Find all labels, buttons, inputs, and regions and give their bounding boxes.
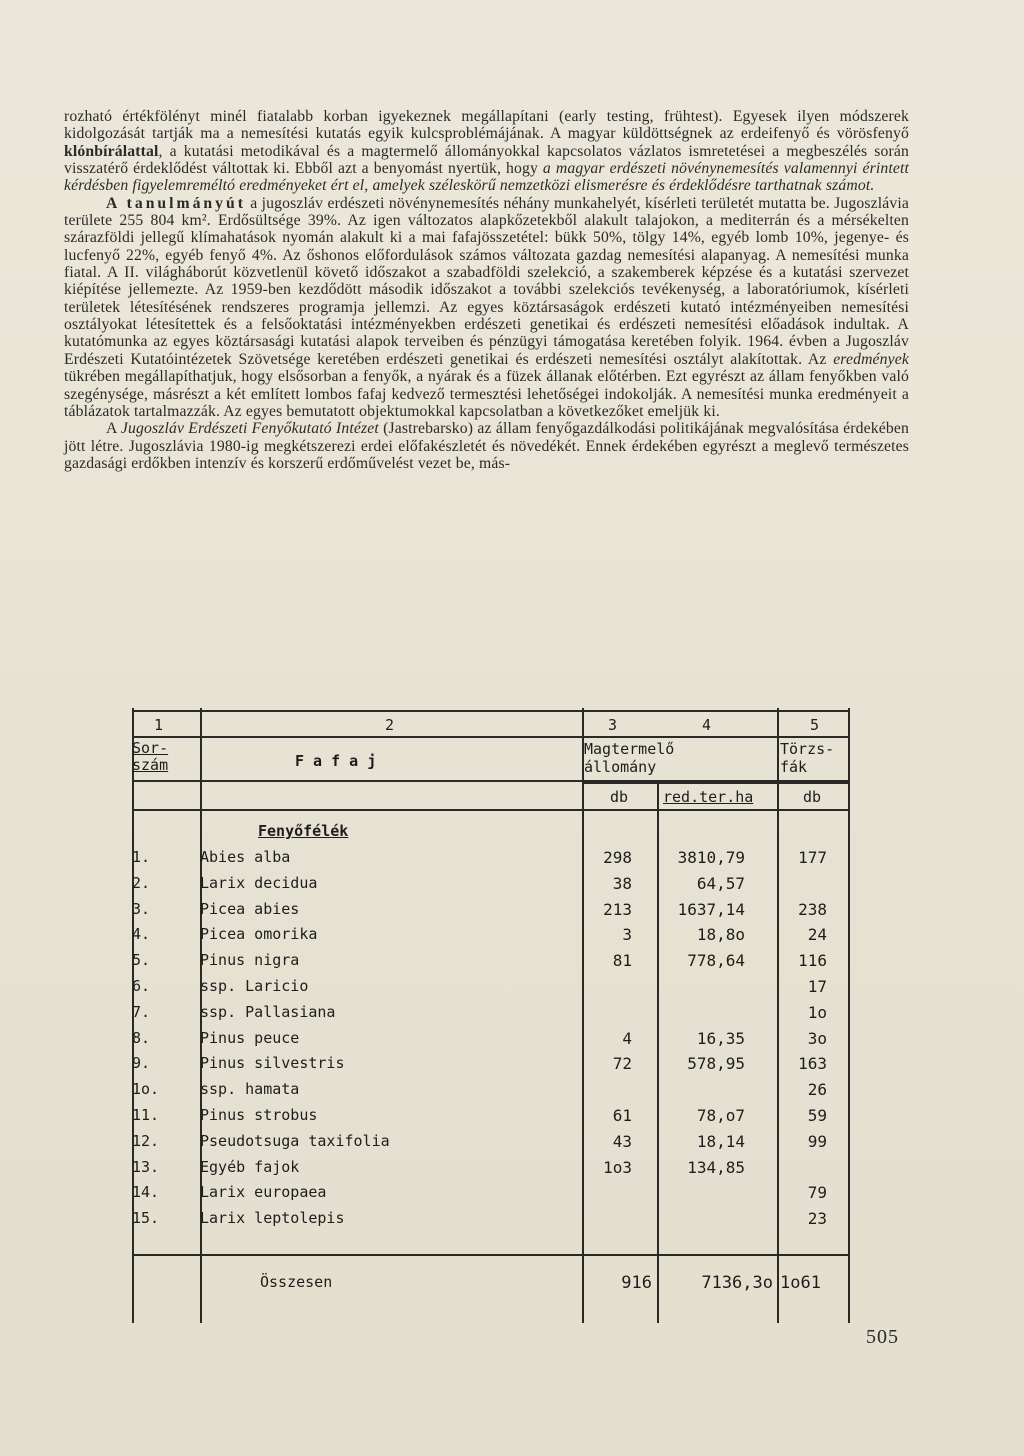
species-name: Pinus peuce — [200, 1028, 300, 1047]
col-number: 3 — [608, 716, 618, 734]
row-number: 2. — [132, 873, 151, 892]
species-table — [120, 708, 850, 1323]
stand-area: 134,85 — [687, 1157, 745, 1177]
row-number: 1. — [132, 848, 151, 866]
tree-count: 163 — [798, 1054, 827, 1074]
header-sorszam: Sor- szám — [132, 739, 169, 774]
species-name: Larix decidua — [200, 873, 318, 892]
paragraph-1 — [64, 108, 909, 195]
paragraph-2 — [64, 195, 909, 420]
stand-area: 78,o7 — [696, 1106, 745, 1125]
p3-part-a: A — [106, 420, 117, 438]
tree-count: 26 — [807, 1080, 827, 1100]
paragraph-3 — [64, 420, 909, 472]
col-number: 4 — [702, 716, 712, 734]
unit-db: db — [610, 788, 629, 806]
p2-spaced: A tanulmányút — [106, 194, 246, 212]
row-number: 4. — [132, 925, 151, 944]
table-line — [132, 710, 850, 712]
stand-area: 64,57 — [696, 873, 745, 893]
row-number: 15. — [132, 1209, 160, 1228]
group-title: Fenyőfélék — [258, 822, 349, 840]
tree-count: 1o — [807, 1002, 827, 1022]
row-number: 11. — [132, 1106, 160, 1124]
stand-count: 81 — [612, 951, 632, 971]
row-number: 5. — [132, 951, 151, 970]
row-number: 6. — [132, 977, 151, 995]
stand-count: 72 — [612, 1054, 632, 1074]
p1-part-b: , a kutatási metodikával és a magtermelő állományokkal kapcsolatos vázlatos ismretetései a megbeszélés során visszatérő érdeklődést váltottak ki. Ebből azt a benyomást nyertük, hogy — [64, 142, 909, 178]
p2-part-a: a jugoszláv erdészeti növénynemesítés néhány munkahelyét, kísérleti területét mutatta be. Jugoszlávia területe 255 804 km². Erdősültsége 39%. Az igen változatos alapkőzetekből alakult talajokon, a mediterrán és a mérsékelten szárazföldi jellegű klímahatások nyomán alakult ki a mai fafajösszetétel: bükk 50%, tölgy 14%, egyéb lomb 10%, jegenye- és lucfenyő 22%, egyéb fenyő 4%. Az őshonos előfordulások számos változata gazdag nemesítési alapanyag. A nemesítési munka fiatal. A II. világháborút közvetlenül követő időszakot a szabadföldi szelekció, a szakemberek képzése és a kutatási szervezet kiépítése jellemezte. Az 1959-ben kezdődött második időszakot a további szelekciós tevékenység, a laboratóriumok, kísérleti területek létesítésének rendszeres programja jellemzi. Az egyes köztársaságok erdészeti kutató intézményeiben nemesítési osztályokat létesítettek és a felsőoktatási intézményekben erdészeti genetikai és erdészeti nemesítési előadások indultak. A kutatómunka az egyes köztársasági kutatási alapok terveiben és pénzügyi támogatása keretében folyik. 1964. évben a Jugoszláv Erdészeti Kutatóintézetek Szövetsége keretében erdészeti genetikai és erdészeti nemesítési osztályt alakítottak. Az — [64, 194, 909, 368]
stand-count: 213 — [603, 899, 632, 919]
row-number: 14. — [132, 1183, 160, 1202]
unit-db: db — [803, 788, 822, 806]
total-label: Összesen — [260, 1273, 333, 1291]
species-name: ssp. hamata — [200, 1080, 300, 1099]
tree-count: 59 — [807, 1106, 827, 1125]
col-number: 2 — [385, 716, 395, 734]
p1-part-a: rozható értékfölényt minél fiatalabb korban igyekeznek megállapítani (early testing, frühtest). Egyesek ilyen módszerek kidolgozását tartják ma a nemesítési kutatás egyik kulcsproblémájának. A magyar küldöttségnek az erdeifenyő és vörösfenyő — [64, 108, 909, 143]
row-number: 9. — [132, 1054, 151, 1073]
species-name: ssp. Laricio — [200, 977, 309, 995]
tree-count: 116 — [798, 951, 827, 971]
row-number: 8. — [132, 1028, 151, 1047]
header-torzsfak: Törzs- fák — [780, 740, 835, 776]
species-name: Pinus nigra — [200, 951, 300, 970]
species-name: Larix europaea — [200, 1183, 327, 1202]
stand-area: 578,95 — [687, 1054, 745, 1074]
species-name: Picea abies — [200, 899, 300, 918]
table-line — [132, 1254, 850, 1256]
tree-count: 238 — [798, 899, 827, 919]
species-name: Abies alba — [200, 848, 291, 866]
p1-italic: a magyar erdészeti növénynemesítés valamennyi érintett kérdésben figyelemreméltó eredményeket ért el, amelyek széleskörű nemzetközi elismerésre és érdeklődésre tarthatnak számot. — [64, 160, 909, 195]
total-area: 7136,3o — [701, 1273, 773, 1293]
col-number: 1 — [154, 716, 164, 734]
stand-count: 38 — [612, 873, 632, 893]
tree-count: 24 — [807, 925, 827, 945]
species-name: Egyéb fajok — [200, 1157, 300, 1176]
stand-area: 16,35 — [696, 1028, 745, 1048]
stand-count: 3 — [622, 925, 632, 945]
p1-bold: klónbírálattal — [64, 142, 159, 160]
stand-area: 1637,14 — [677, 899, 745, 919]
table-line — [582, 782, 850, 784]
species-name: ssp. Pallasiana — [200, 1002, 336, 1021]
species-name: Pinus strobus — [200, 1106, 318, 1124]
p3-italic: Jugoszláv Erdészeti Fenyőkutató Intézet — [120, 420, 379, 438]
table-line — [848, 708, 850, 1323]
row-number: 3. — [132, 899, 151, 918]
table-line — [582, 708, 584, 1323]
stand-count: 43 — [612, 1131, 632, 1151]
stand-count: 61 — [612, 1106, 632, 1125]
row-number: 13. — [132, 1157, 160, 1176]
header-fafaj: F a f a j — [295, 752, 377, 770]
stand-count: 1o3 — [603, 1157, 632, 1177]
tree-count: 17 — [807, 977, 827, 996]
p2-italic: eredmények — [833, 350, 910, 368]
total-db: 916 — [621, 1273, 652, 1293]
tree-count: 177 — [798, 848, 827, 867]
table-line — [132, 809, 850, 811]
body-text — [64, 108, 909, 472]
species-name: Picea omorika — [200, 925, 318, 944]
stand-area: 778,64 — [687, 951, 745, 971]
row-number: 1o. — [132, 1080, 160, 1099]
row-number: 12. — [132, 1131, 160, 1150]
stand-area: 18,14 — [696, 1131, 745, 1151]
stand-count: 298 — [603, 848, 632, 867]
species-name: Larix leptolepis — [200, 1209, 345, 1228]
unit-redter: red.ter.ha — [663, 788, 754, 806]
page-number: 505 — [866, 1326, 899, 1348]
tree-count: 79 — [807, 1183, 827, 1203]
stand-area: 3810,79 — [677, 848, 745, 867]
stand-count: 4 — [622, 1028, 632, 1048]
header-magtermelo: Magtermelő állomány — [584, 740, 675, 776]
p2-part-b: tükrében megállapíthatjuk, hogy elsősorban a fenyők, a nyárak és a füzek állanak előtérben. Ezt egyrészt az állam fenyőkben való szegénysége, másrészt a két említett lombos fafaj kedvező termesztési lehetőségei indokolják. A nemesítési munka eredményeit a táblázatok tartalmazzák. Az egyes bemutatott objektumokkal kapcsolatban a következőket emeljük ki. — [64, 368, 909, 420]
species-name: Pseudotsuga taxifolia — [200, 1131, 390, 1150]
col-number: 5 — [810, 716, 820, 734]
p3-part-b: (Jastrebarsko) az állam fenyőgazdálkodási politikájának megvalósítása érdekében jött létre. Jugoszlávia 1980-ig megkétszerezi erdei előfakészletét és növedékét. Ennek érdekében egyrészt a meglevő természetes gazdasági erdőkben intenzív és korszerű erdőművelést vezet be, más- — [64, 420, 909, 472]
stand-area: 18,8o — [696, 925, 745, 945]
tree-count: 23 — [807, 1209, 827, 1229]
species-name: Pinus silvestris — [200, 1054, 345, 1073]
table-line — [132, 736, 850, 738]
row-number: 7. — [132, 1002, 151, 1021]
total-trees: 1o61 — [780, 1273, 821, 1293]
tree-count: 3o — [807, 1028, 827, 1048]
tree-count: 99 — [807, 1131, 827, 1151]
